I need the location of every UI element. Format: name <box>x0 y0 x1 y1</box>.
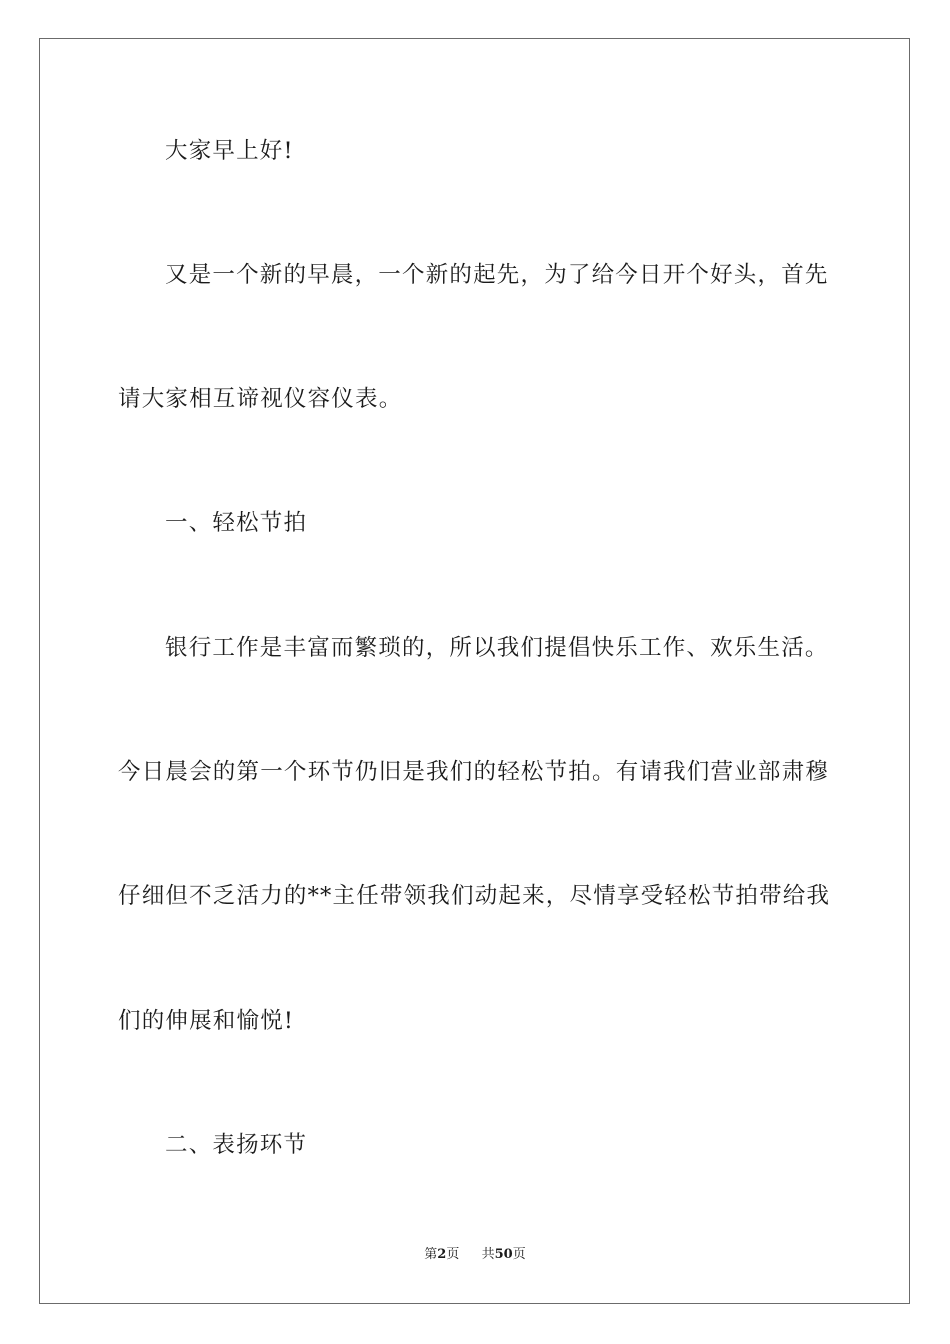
page-number-prefix: 第 <box>424 1247 438 1262</box>
page-number-suffix: 页 <box>446 1247 460 1262</box>
page-number: 2 <box>437 1247 447 1262</box>
body-paragraph-line: 银行工作是丰富而繁琐的，所以我们提倡快乐工作、欢乐生活。 <box>165 635 829 661</box>
body-paragraph-line: 仔细但不乏活力的**主任带领我们动起来，尽情享受轻松节拍带给我 <box>118 883 831 909</box>
total-pages-prefix: 共 <box>481 1247 495 1262</box>
section-heading: 一、轻松节拍 <box>165 510 308 536</box>
body-paragraph-line: 又是一个新的早晨，一个新的起先，为了给今日开个好头，首先 <box>165 262 829 288</box>
page-border <box>39 38 910 1304</box>
greeting-paragraph: 大家早上好! <box>165 138 294 164</box>
page-footer <box>0 1246 950 1264</box>
total-pages: 50 <box>494 1247 513 1262</box>
body-paragraph-line: 今日晨会的第一个环节仍旧是我们的轻松节拍。有请我们营业部肃穆 <box>118 759 830 785</box>
total-pages-suffix: 页 <box>512 1247 526 1262</box>
section-heading: 二、表扬环节 <box>165 1132 308 1158</box>
body-paragraph-line: 请大家相互谛视仪容仪表。 <box>118 386 403 412</box>
body-paragraph-line: 们的伸展和愉悦! <box>118 1008 295 1034</box>
